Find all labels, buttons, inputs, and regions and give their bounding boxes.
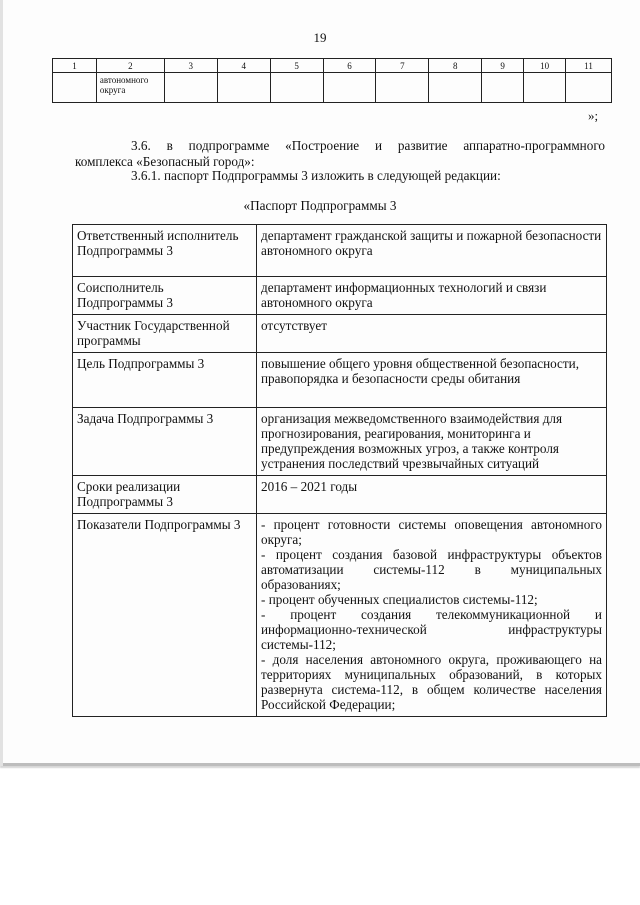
page-number: 19 [313, 30, 327, 45]
table-header-cell: 2 [96, 59, 164, 73]
table-cell [429, 73, 482, 103]
passport-label: Задача Подпрограммы 3 [73, 408, 257, 476]
table-header-cell: 1 [53, 59, 97, 73]
passport-value: департамент гражданской защиты и пожарной безопасности автономного округа [257, 225, 607, 277]
paragraph-3-6 [75, 138, 605, 170]
passport-label: Цель Подпрограммы 3 [73, 353, 257, 408]
passport-label: Показатели Подпрограммы 3 [73, 514, 257, 717]
table-cell [323, 73, 376, 103]
passport-label: Ответственный исполнитель Подпрограммы 3 [73, 225, 257, 277]
table-cell [53, 73, 97, 103]
indicator-item: - процент обученных специалистов системы-112; [261, 592, 538, 607]
passport-indicators [257, 514, 607, 717]
passport-title: «Паспорт Подпрограммы 3 [243, 198, 397, 213]
passport-label: Участник Государственной программы [73, 315, 257, 353]
table-header-cell: 8 [429, 59, 482, 73]
table-cell [482, 73, 524, 103]
table-cell: автономного округа [96, 73, 164, 103]
scan-edge-shadow [0, 0, 3, 766]
passport-row [73, 514, 607, 717]
passport-value: организация межведомственного взаимодействия для прогнозирования, реагирования, мониторинга и предупреждения возможных угроз, а также контроля устранения последствий чрезвычайных ситуаций [257, 408, 607, 476]
passport-label: Соисполнитель Подпрограммы 3 [73, 277, 257, 315]
passport-table [72, 224, 607, 717]
table-header-cell: 10 [524, 59, 566, 73]
passport-value: повышение общего уровня общественной безопасности, правопорядка и безопасности среды обитания [257, 353, 607, 408]
table-header-cell: 6 [323, 59, 376, 73]
passport-label: Сроки реализации Подпрограммы 3 [73, 476, 257, 514]
table-header-cell: 4 [217, 59, 270, 73]
indicator-item: - доля населения автономного округа, проживающего на территориях муниципальных образований, в которых развернута система-112, в общем количестве населения Российской Федерации; [261, 652, 602, 712]
table-cell [270, 73, 323, 103]
table-header-cell: 11 [566, 59, 612, 73]
table-header-cell: 9 [482, 59, 524, 73]
indicator-item: - процент создания телекоммуникационной и информационно-технической инфраструктуры системы-112; [261, 607, 602, 652]
table-cell [566, 73, 612, 103]
indicator-item: - процент создания базовой инфраструктуры объектов автоматизации системы-112 в муниципальных образованиях; [261, 547, 602, 592]
passport-value: департамент информационных технологий и связи автономного округа [257, 277, 607, 315]
passport-row [73, 315, 607, 353]
table-header-cell: 7 [376, 59, 429, 73]
table-cell [164, 73, 217, 103]
table-row [53, 73, 612, 103]
indicator-item: - процент готовности системы оповещения автономного округа; [261, 517, 602, 547]
passport-value: отсутствует [257, 315, 607, 353]
paragraph-3-6-line-2: комплекса «Безопасный город»: [75, 154, 255, 169]
passport-row [73, 353, 607, 408]
passport-row [73, 476, 607, 514]
passport-row [73, 225, 607, 277]
passport-row [73, 408, 607, 476]
continuation-table [52, 58, 612, 103]
passport-value: 2016 – 2021 годы [257, 476, 607, 514]
table-header-cell: 3 [164, 59, 217, 73]
table-cell [524, 73, 566, 103]
paragraph-3-6-1: 3.6.1. паспорт Подпрограммы 3 изложить в следующей редакции: [131, 168, 501, 183]
table-cell [376, 73, 429, 103]
closing-quote: »; [588, 108, 599, 123]
passport-row [73, 277, 607, 315]
table-header-cell: 5 [270, 59, 323, 73]
table-cell [217, 73, 270, 103]
paragraph-3-6-line-1: 3.6. в подпрограмме «Построение и развитие аппаратно-программного [131, 138, 605, 153]
table-header-row [53, 59, 612, 73]
